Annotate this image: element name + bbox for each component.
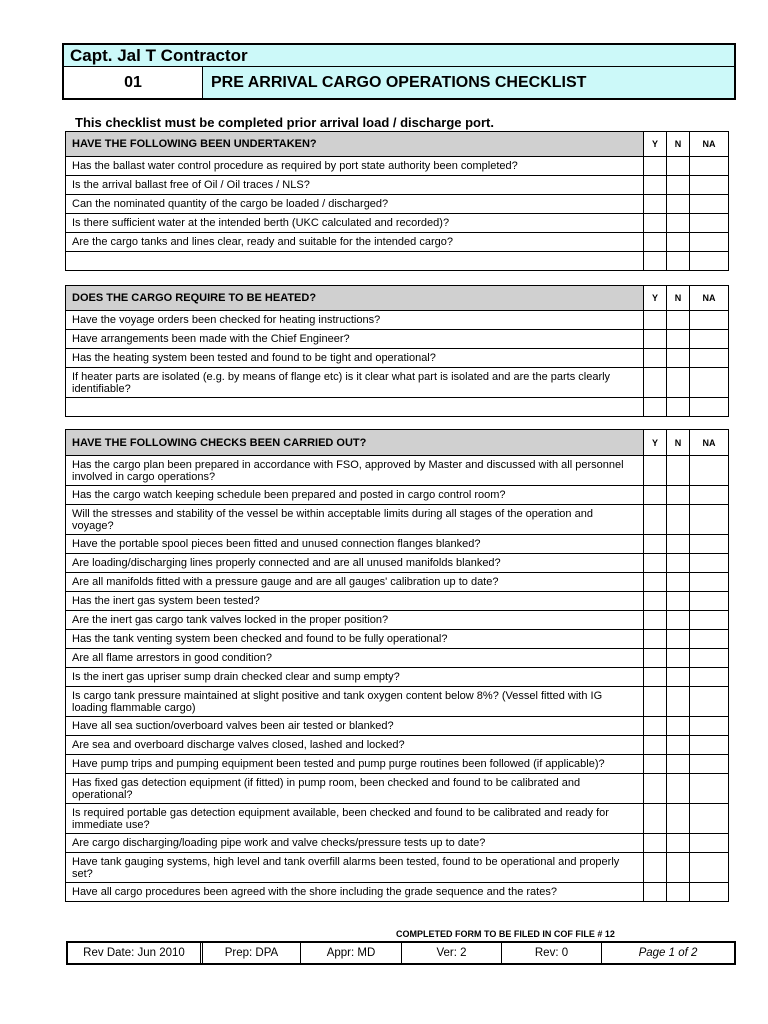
form-title: PRE ARRIVAL CARGO OPERATIONS CHECKLIST — [203, 67, 734, 98]
table-row — [66, 330, 729, 349]
table-row — [66, 233, 729, 252]
answer-na-box[interactable] — [690, 233, 729, 252]
column-na-header: NA — [690, 132, 729, 157]
checklist-question: If heater parts are isolated (e.g. by means of flange etc) is it clear what part is isolated and are the parts clearly identifiable? — [66, 368, 644, 398]
answer-y-box[interactable] — [644, 157, 667, 176]
answer-y-box[interactable] — [644, 252, 667, 271]
approved-by: Appr: MD — [301, 943, 402, 963]
blank-question-cell[interactable] — [66, 398, 644, 417]
answer-na-box[interactable] — [690, 554, 729, 573]
answer-na-box[interactable] — [690, 176, 729, 195]
checklist-question: Has the cargo plan been prepared in accordance with FSO, approved by Master and discussed with all personnel involved in cargo operations? — [66, 456, 644, 486]
answer-y-box[interactable] — [644, 176, 667, 195]
checklist-question: Are cargo discharging/loading pipe work and valve checks/pressure tests up to date? — [66, 834, 644, 853]
answer-n-box[interactable] — [667, 157, 690, 176]
answer-na-box[interactable] — [690, 649, 729, 668]
answer-n-box[interactable] — [667, 398, 690, 417]
answer-na-box[interactable] — [690, 195, 729, 214]
answer-n-box[interactable] — [667, 611, 690, 630]
answer-n-box[interactable] — [667, 573, 690, 592]
answer-y-box[interactable] — [644, 330, 667, 349]
checklist-question: Have all cargo procedures been agreed with the shore including the grade sequence and the rates? — [66, 883, 644, 902]
answer-na-box[interactable] — [690, 630, 729, 649]
answer-na-box[interactable] — [690, 214, 729, 233]
table-row — [66, 349, 729, 368]
answer-n-box[interactable] — [667, 176, 690, 195]
answer-na-box[interactable] — [690, 804, 729, 834]
table-row — [66, 195, 729, 214]
answer-na-box[interactable] — [690, 611, 729, 630]
answer-n-box[interactable] — [667, 717, 690, 736]
blank-row — [66, 252, 729, 271]
checklist-question: Have the portable spool pieces been fitted and unused connection flanges blanked? — [66, 535, 644, 554]
table-row — [66, 804, 729, 834]
answer-y-box[interactable] — [644, 611, 667, 630]
answer-y-box[interactable] — [644, 486, 667, 505]
answer-n-box[interactable] — [667, 554, 690, 573]
answer-n-box[interactable] — [667, 804, 690, 834]
answer-y-box[interactable] — [644, 349, 667, 368]
answer-na-box[interactable] — [690, 368, 729, 398]
table-row — [66, 853, 729, 883]
column-na-header: NA — [690, 430, 729, 456]
answer-y-box[interactable] — [644, 195, 667, 214]
answer-y-box[interactable] — [644, 214, 667, 233]
version: Ver: 2 — [402, 943, 502, 963]
checklist-question: Has the inert gas system been tested? — [66, 592, 644, 611]
checklist-question: Is the inert gas upriser sump drain checked clear and sump empty? — [66, 668, 644, 687]
answer-n-box[interactable] — [667, 214, 690, 233]
answer-na-box[interactable] — [690, 834, 729, 853]
answer-y-box[interactable] — [644, 368, 667, 398]
answer-n-box[interactable] — [667, 774, 690, 804]
answer-na-box[interactable] — [690, 592, 729, 611]
checklist-question: Have all sea suction/overboard valves been air tested or blanked? — [66, 717, 644, 736]
answer-n-box[interactable] — [667, 330, 690, 349]
answer-y-box[interactable] — [644, 592, 667, 611]
answer-na-box[interactable] — [690, 398, 729, 417]
answer-n-box[interactable] — [667, 883, 690, 902]
answer-na-box[interactable] — [690, 774, 729, 804]
column-y-header: Y — [644, 286, 667, 311]
answer-y-box[interactable] — [644, 717, 667, 736]
table-row — [66, 649, 729, 668]
company-name: Capt. Jal T Contractor — [64, 45, 734, 67]
table-row — [66, 755, 729, 774]
answer-n-box[interactable] — [667, 630, 690, 649]
checklist-question: Is cargo tank pressure maintained at slight positive and tank oxygen content below 8%? (Vessel fitted with IG loading flammable cargo) — [66, 687, 644, 717]
checklist-question: Have arrangements been made with the Chief Engineer? — [66, 330, 644, 349]
checklist-question: Are sea and overboard discharge valves closed, lashed and locked? — [66, 736, 644, 755]
answer-na-box[interactable] — [690, 330, 729, 349]
answer-y-box[interactable] — [644, 804, 667, 834]
answer-n-box[interactable] — [667, 505, 690, 535]
answer-y-box[interactable] — [644, 834, 667, 853]
answer-y-box[interactable] — [644, 630, 667, 649]
answer-na-box[interactable] — [690, 755, 729, 774]
answer-na-box[interactable] — [690, 157, 729, 176]
table-row — [66, 535, 729, 554]
answer-na-box[interactable] — [690, 883, 729, 902]
answer-n-box[interactable] — [667, 195, 690, 214]
checklist-question: Has the cargo watch keeping schedule been prepared and posted in cargo control room? — [66, 486, 644, 505]
blank-row — [66, 398, 729, 417]
table-row — [66, 611, 729, 630]
prepared-by: Prep: DPA — [203, 943, 301, 963]
intro-instruction: This checklist must be completed prior arrival load / discharge port. — [75, 115, 495, 130]
answer-n-box[interactable] — [667, 486, 690, 505]
answer-n-box[interactable] — [667, 368, 690, 398]
table-row — [66, 311, 729, 330]
answer-na-box[interactable] — [690, 717, 729, 736]
answer-n-box[interactable] — [667, 456, 690, 486]
column-n-header: N — [667, 286, 690, 311]
rev-date: Rev Date: Jun 2010 — [68, 943, 203, 963]
answer-n-box[interactable] — [667, 853, 690, 883]
checklist-question: Are all manifolds fitted with a pressure gauge and are all gauges' calibration up to date? — [66, 573, 644, 592]
checklist-question: Have tank gauging systems, high level and tank overfill alarms been tested, found to be operational and properly set? — [66, 853, 644, 883]
section-heading: HAVE THE FOLLOWING CHECKS BEEN CARRIED OUT? — [66, 430, 644, 456]
answer-n-box[interactable] — [667, 687, 690, 717]
section-heading: DOES THE CARGO REQUIRE TO BE HEATED? — [66, 286, 644, 311]
checklist-question: Have pump trips and pumping equipment been tested and pump purge routines been followed (if applicable)? — [66, 755, 644, 774]
answer-n-box[interactable] — [667, 592, 690, 611]
answer-na-box[interactable] — [690, 252, 729, 271]
answer-na-box[interactable] — [690, 687, 729, 717]
answer-y-box[interactable] — [644, 774, 667, 804]
form-number: 01 — [64, 67, 203, 98]
answer-n-box[interactable] — [667, 649, 690, 668]
answer-n-box[interactable] — [667, 233, 690, 252]
checklist-question: Will the stresses and stability of the vessel be within acceptable limits during all stages of the operation and voyage? — [66, 505, 644, 535]
table-row — [66, 592, 729, 611]
checklist-question: Has the ballast water control procedure as required by port state authority been completed? — [66, 157, 644, 176]
answer-n-box[interactable] — [667, 755, 690, 774]
answer-n-box[interactable] — [667, 252, 690, 271]
checklist-question: Has the tank venting system been checked and found to be fully operational? — [66, 630, 644, 649]
checklist-section-heating — [65, 285, 729, 417]
table-row — [66, 774, 729, 804]
table-row — [66, 214, 729, 233]
checklist-question: Are the cargo tanks and lines clear, ready and suitable for the intended cargo? — [66, 233, 644, 252]
column-na-header: NA — [690, 286, 729, 311]
table-row — [66, 176, 729, 195]
answer-y-box[interactable] — [644, 505, 667, 535]
answer-na-box[interactable] — [690, 486, 729, 505]
revision: Rev: 0 — [502, 943, 602, 963]
table-row — [66, 486, 729, 505]
table-row — [66, 368, 729, 398]
table-row — [66, 834, 729, 853]
checklist-question: Is the arrival ballast free of Oil / Oil traces / NLS? — [66, 176, 644, 195]
answer-y-box[interactable] — [644, 398, 667, 417]
table-row — [66, 456, 729, 486]
column-y-header: Y — [644, 132, 667, 157]
answer-na-box[interactable] — [690, 573, 729, 592]
table-row — [66, 717, 729, 736]
page-number: Page 1 of 2 — [638, 947, 698, 959]
checklist-section-checks — [65, 429, 729, 902]
answer-n-box[interactable] — [667, 535, 690, 554]
answer-y-box[interactable] — [644, 687, 667, 717]
checklist-question: Has the heating system been tested and found to be tight and operational? — [66, 349, 644, 368]
answer-y-box[interactable] — [644, 554, 667, 573]
checklist-question: Have the voyage orders been checked for heating instructions? — [66, 311, 644, 330]
column-n-header: N — [667, 430, 690, 456]
answer-y-box[interactable] — [644, 755, 667, 774]
answer-n-box[interactable] — [667, 736, 690, 755]
answer-n-box[interactable] — [667, 311, 690, 330]
checklist-question: Are loading/discharging lines properly connected and are all unused manifolds blanked? — [66, 554, 644, 573]
table-row — [66, 554, 729, 573]
answer-y-box[interactable] — [644, 736, 667, 755]
answer-n-box[interactable] — [667, 668, 690, 687]
answer-y-box[interactable] — [644, 535, 667, 554]
answer-y-box[interactable] — [644, 853, 667, 883]
answer-na-box[interactable] — [690, 736, 729, 755]
answer-na-box[interactable] — [690, 505, 729, 535]
answer-y-box[interactable] — [644, 573, 667, 592]
answer-y-box[interactable] — [644, 456, 667, 486]
table-row — [66, 668, 729, 687]
checklist-question: Has fixed gas detection equipment (if fitted) in pump room, been checked and found to be calibrated and operational? — [66, 774, 644, 804]
table-row — [66, 505, 729, 535]
document-control-footer — [66, 941, 736, 965]
answer-na-box[interactable] — [690, 535, 729, 554]
table-row — [66, 883, 729, 902]
checklist-question: Are all flame arrestors in good condition? — [66, 649, 644, 668]
answer-y-box[interactable] — [644, 668, 667, 687]
answer-na-box[interactable] — [690, 853, 729, 883]
answer-na-box[interactable] — [690, 456, 729, 486]
table-row — [66, 573, 729, 592]
answer-y-box[interactable] — [644, 311, 667, 330]
checklist-question: Is required portable gas detection equipment available, been checked and found to be calibrated and ready for immediate use? — [66, 804, 644, 834]
table-row — [66, 687, 729, 717]
answer-n-box[interactable] — [667, 834, 690, 853]
table-row — [66, 157, 729, 176]
answer-na-box[interactable] — [690, 668, 729, 687]
checklist-question: Is there sufficient water at the intended berth (UKC calculated and recorded)? — [66, 214, 644, 233]
column-y-header: Y — [644, 430, 667, 456]
section-heading: HAVE THE FOLLOWING BEEN UNDERTAKEN? — [66, 132, 644, 157]
table-row — [66, 630, 729, 649]
column-n-header: N — [667, 132, 690, 157]
table-row — [66, 736, 729, 755]
answer-na-box[interactable] — [690, 349, 729, 368]
answer-y-box[interactable] — [644, 649, 667, 668]
checklist-question: Can the nominated quantity of the cargo be loaded / discharged? — [66, 195, 644, 214]
form-header — [62, 43, 736, 100]
blank-question-cell[interactable] — [66, 252, 644, 271]
answer-na-box[interactable] — [690, 311, 729, 330]
answer-y-box[interactable] — [644, 883, 667, 902]
answer-n-box[interactable] — [667, 349, 690, 368]
checklist-section-undertaken — [65, 131, 729, 271]
filing-note: COMPLETED FORM TO BE FILED IN COF FILE # 12 — [396, 929, 615, 939]
checklist-question: Are the inert gas cargo tank valves locked in the proper position? — [66, 611, 644, 630]
answer-y-box[interactable] — [644, 233, 667, 252]
